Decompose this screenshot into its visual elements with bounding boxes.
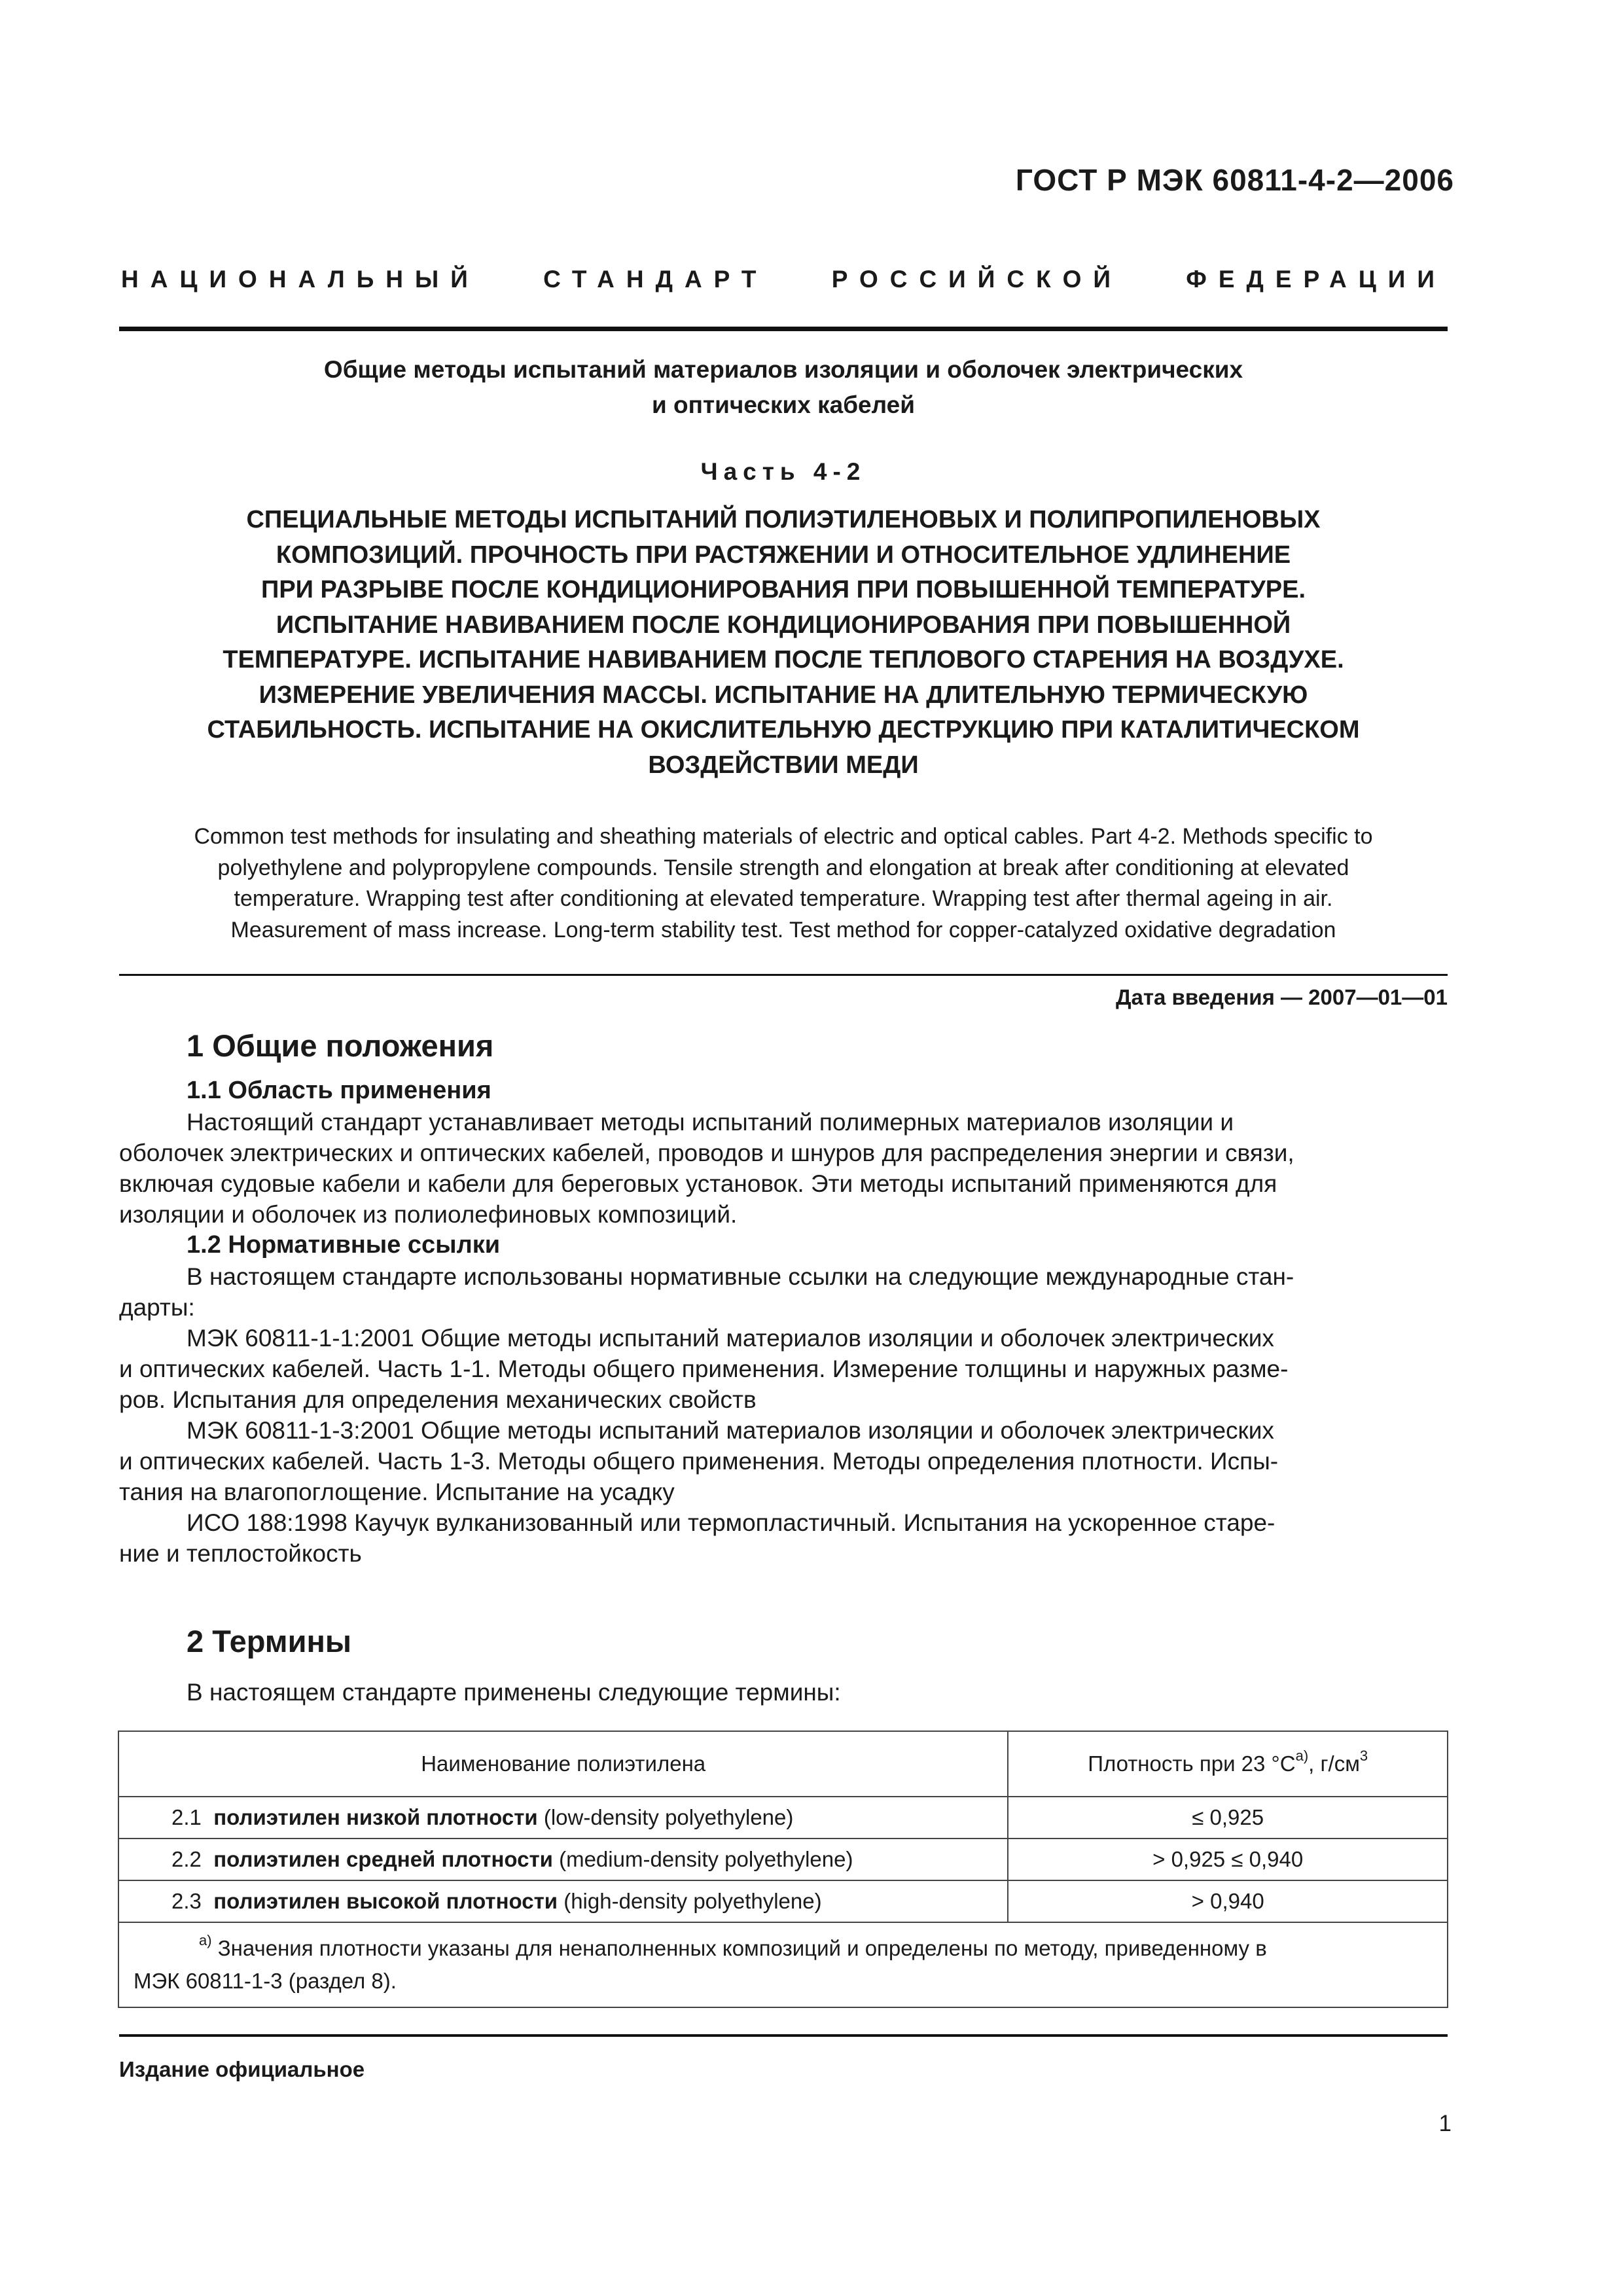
title-line: и оптических кабелей xyxy=(652,391,915,418)
reference-line: ИСО 188:1998 Каучук вулканизованный или термопластичный. Испытания на ускоренное старе- xyxy=(187,1509,1275,1536)
page-number: 1 xyxy=(1438,2111,1452,2136)
section-2-intro xyxy=(119,1677,1448,1708)
banner-word: ФЕДЕРАЦИИ xyxy=(1186,266,1446,293)
official-edition-label: Издание официальное xyxy=(119,2057,365,2081)
table-footnote: $^{а)}$ Значения плотности указаны для ненаполненных композиций и определены по методу, приведенному в МЭК 60811-1-3 (раздел 8). xyxy=(118,1922,1448,2007)
part-title-line: СПЕЦИАЛЬНЫЕ МЕТОДЫ ИСПЫТАНИЙ ПОЛИЭТИЛЕНОВЫХ И ПОЛИПРОПИЛЕНОВЫХ xyxy=(246,506,1321,533)
banner-word: СТАНДАРТ xyxy=(543,266,768,293)
part-title-line: КОМПОЗИЦИЙ. ПРОЧНОСТЬ ПРИ РАСТЯЖЕНИИ И ОТНОСИТЕЛЬНОЕ УДЛИНЕНИЕ xyxy=(276,541,1291,569)
footer-rule xyxy=(119,2034,1448,2037)
part-title-line: ИЗМЕРЕНИЕ УВЕЛИЧЕНИЯ МАССЫ. ИСПЫТАНИЕ НА ДЛИТЕЛЬНУЮ ТЕРМИЧЕСКУЮ xyxy=(259,681,1308,709)
paragraph-line: Настоящий стандарт устанавливает методы испытаний полимерных материалов изоляции и xyxy=(187,1109,1234,1136)
column-header-name: Наименование полиэтилена xyxy=(118,1731,1008,1797)
paragraph-line: оболочек электрических и оптических кабелей, проводов и шнуров для распределения энергии и связи, xyxy=(119,1139,1294,1166)
part-title-line: СТАБИЛЬНОСТЬ. ИСПЫТАНИЕ НА ОКИСЛИТЕЛЬНУЮ ДЕСТРУКЦИЮ ПРИ КАТАЛИТИЧЕСКОМ xyxy=(207,716,1360,744)
header-rule xyxy=(119,327,1448,331)
table-note-row xyxy=(118,1922,1448,2007)
reference-line: ров. Испытания для определения механических свойств xyxy=(119,1386,757,1413)
title-divider xyxy=(119,974,1448,976)
english-title-line: Measurement of mass increase. Long-term stability test. Test method for copper-catalyzed oxidative degradation xyxy=(230,917,1336,942)
english-title-line: Common test methods for insulating and sheathing materials of electric and optical cables. Part 4-2. Methods specific to xyxy=(194,824,1373,849)
section-1-1-text xyxy=(119,1107,1448,1230)
paragraph-line: В настоящем стандарте использованы нормативные ссылки на следующие международные стан- xyxy=(187,1263,1294,1290)
national-standard-banner xyxy=(121,266,1446,293)
reference-line: и оптических кабелей. Часть 1-1. Методы общего применения. Измерение толщины и наружных разме- xyxy=(119,1355,1289,1382)
part-title-line: ПРИ РАЗРЫВЕ ПОСЛЕ КОНДИЦИОНИРОВАНИЯ ПРИ ПОВЫШЕННОЙ ТЕМПЕРАТУРЕ. xyxy=(261,576,1306,603)
reference-line: МЭК 60811-1-1:2001 Общие методы испытаний материалов изоляции и оболочек электрических xyxy=(187,1325,1274,1352)
gost-code: ГОСТ Р МЭК 60811-4-2—2006 xyxy=(1015,163,1454,197)
reference-line: тания на влагопоглощение. Испытание на усадку xyxy=(119,1479,675,1505)
part-title-line: ВОЗДЕЙСТВИИ МЕДИ xyxy=(648,751,919,779)
terms-table xyxy=(118,1731,1448,2008)
introduction-date: Дата введения — 2007—01—01 xyxy=(1116,985,1448,1009)
banner-word: РОССИЙСКОЙ xyxy=(831,266,1123,293)
section-1-1-heading: 1.1 Область применения xyxy=(187,1077,491,1104)
table-row xyxy=(118,1797,1448,1839)
term-cell: 2.1 полиэтилен низкой плотности (low-density polyethylene) xyxy=(118,1797,1008,1839)
document-title xyxy=(119,352,1448,423)
density-cell: > 0,940 xyxy=(1008,1880,1448,1922)
part-label: Часть 4-2 xyxy=(700,458,866,485)
paragraph-line: дарты: xyxy=(119,1294,195,1321)
english-title-line: temperature. Wrapping test after conditioning at elevated temperature. Wrapping test after thermal ageing in air. xyxy=(234,886,1333,911)
part-title-line: ТЕМПЕРАТУРЕ. ИСПЫТАНИЕ НАВИВАНИЕМ ПОСЛЕ ТЕПЛОВОГО СТАРЕНИЯ НА ВОЗДУХЕ. xyxy=(223,646,1344,673)
table-row xyxy=(118,1839,1448,1880)
reference-line: МЭК 60811-1-3:2001 Общие методы испытаний материалов изоляции и оболочек электрических xyxy=(187,1417,1274,1444)
part-title xyxy=(119,503,1448,783)
english-title-line: polyethylene and polypropylene compounds. Tensile strength and elongation at break after conditioning at elevated xyxy=(217,855,1349,880)
section-2-heading: 2 Термины xyxy=(187,1624,351,1659)
paragraph-line: В настоящем стандарте применены следующие термины: xyxy=(187,1679,841,1706)
term-cell: 2.3 полиэтилен высокой плотности (high-density polyethylene) xyxy=(118,1880,1008,1922)
section-1-2-text xyxy=(119,1261,1448,1569)
table-row xyxy=(118,1880,1448,1922)
column-header-density: Плотность при 23 $^\circ С^{а)}$, $г/см^3$ xyxy=(1008,1731,1448,1797)
density-cell: > 0,925 ≤ 0,940 xyxy=(1008,1839,1448,1880)
part-title-line: ИСПЫТАНИЕ НАВИВАНИЕМ ПОСЛЕ КОНДИЦИОНИРОВАНИЯ ПРИ ПОВЫШЕННОЙ xyxy=(276,611,1291,639)
reference-line: и оптических кабелей. Часть 1-3. Методы общего применения. Методы определения плотности. Испы- xyxy=(119,1448,1279,1475)
paragraph-line: включая судовые кабели и кабели для береговых установок. Эти методы испытаний применяются для xyxy=(119,1170,1277,1197)
title-line: Общие методы испытаний материалов изоляции и оболочек электрических xyxy=(323,356,1243,383)
banner-word: НАЦИОНАЛЬНЫЙ xyxy=(121,266,480,293)
section-1-heading: 1 Общие положения xyxy=(187,1028,494,1063)
table-header-row xyxy=(118,1731,1448,1797)
density-cell: ≤ 0,925 xyxy=(1008,1797,1448,1839)
reference-line: ние и теплостойкость xyxy=(119,1540,362,1567)
section-1-2-heading: 1.2 Нормативные ссылки xyxy=(187,1231,501,1259)
paragraph-line: изоляции и оболочек из полиолефиновых композиций. xyxy=(119,1201,738,1228)
term-cell: 2.2 полиэтилен средней плотности (medium-density polyethylene) xyxy=(118,1839,1008,1880)
english-title xyxy=(119,821,1448,946)
